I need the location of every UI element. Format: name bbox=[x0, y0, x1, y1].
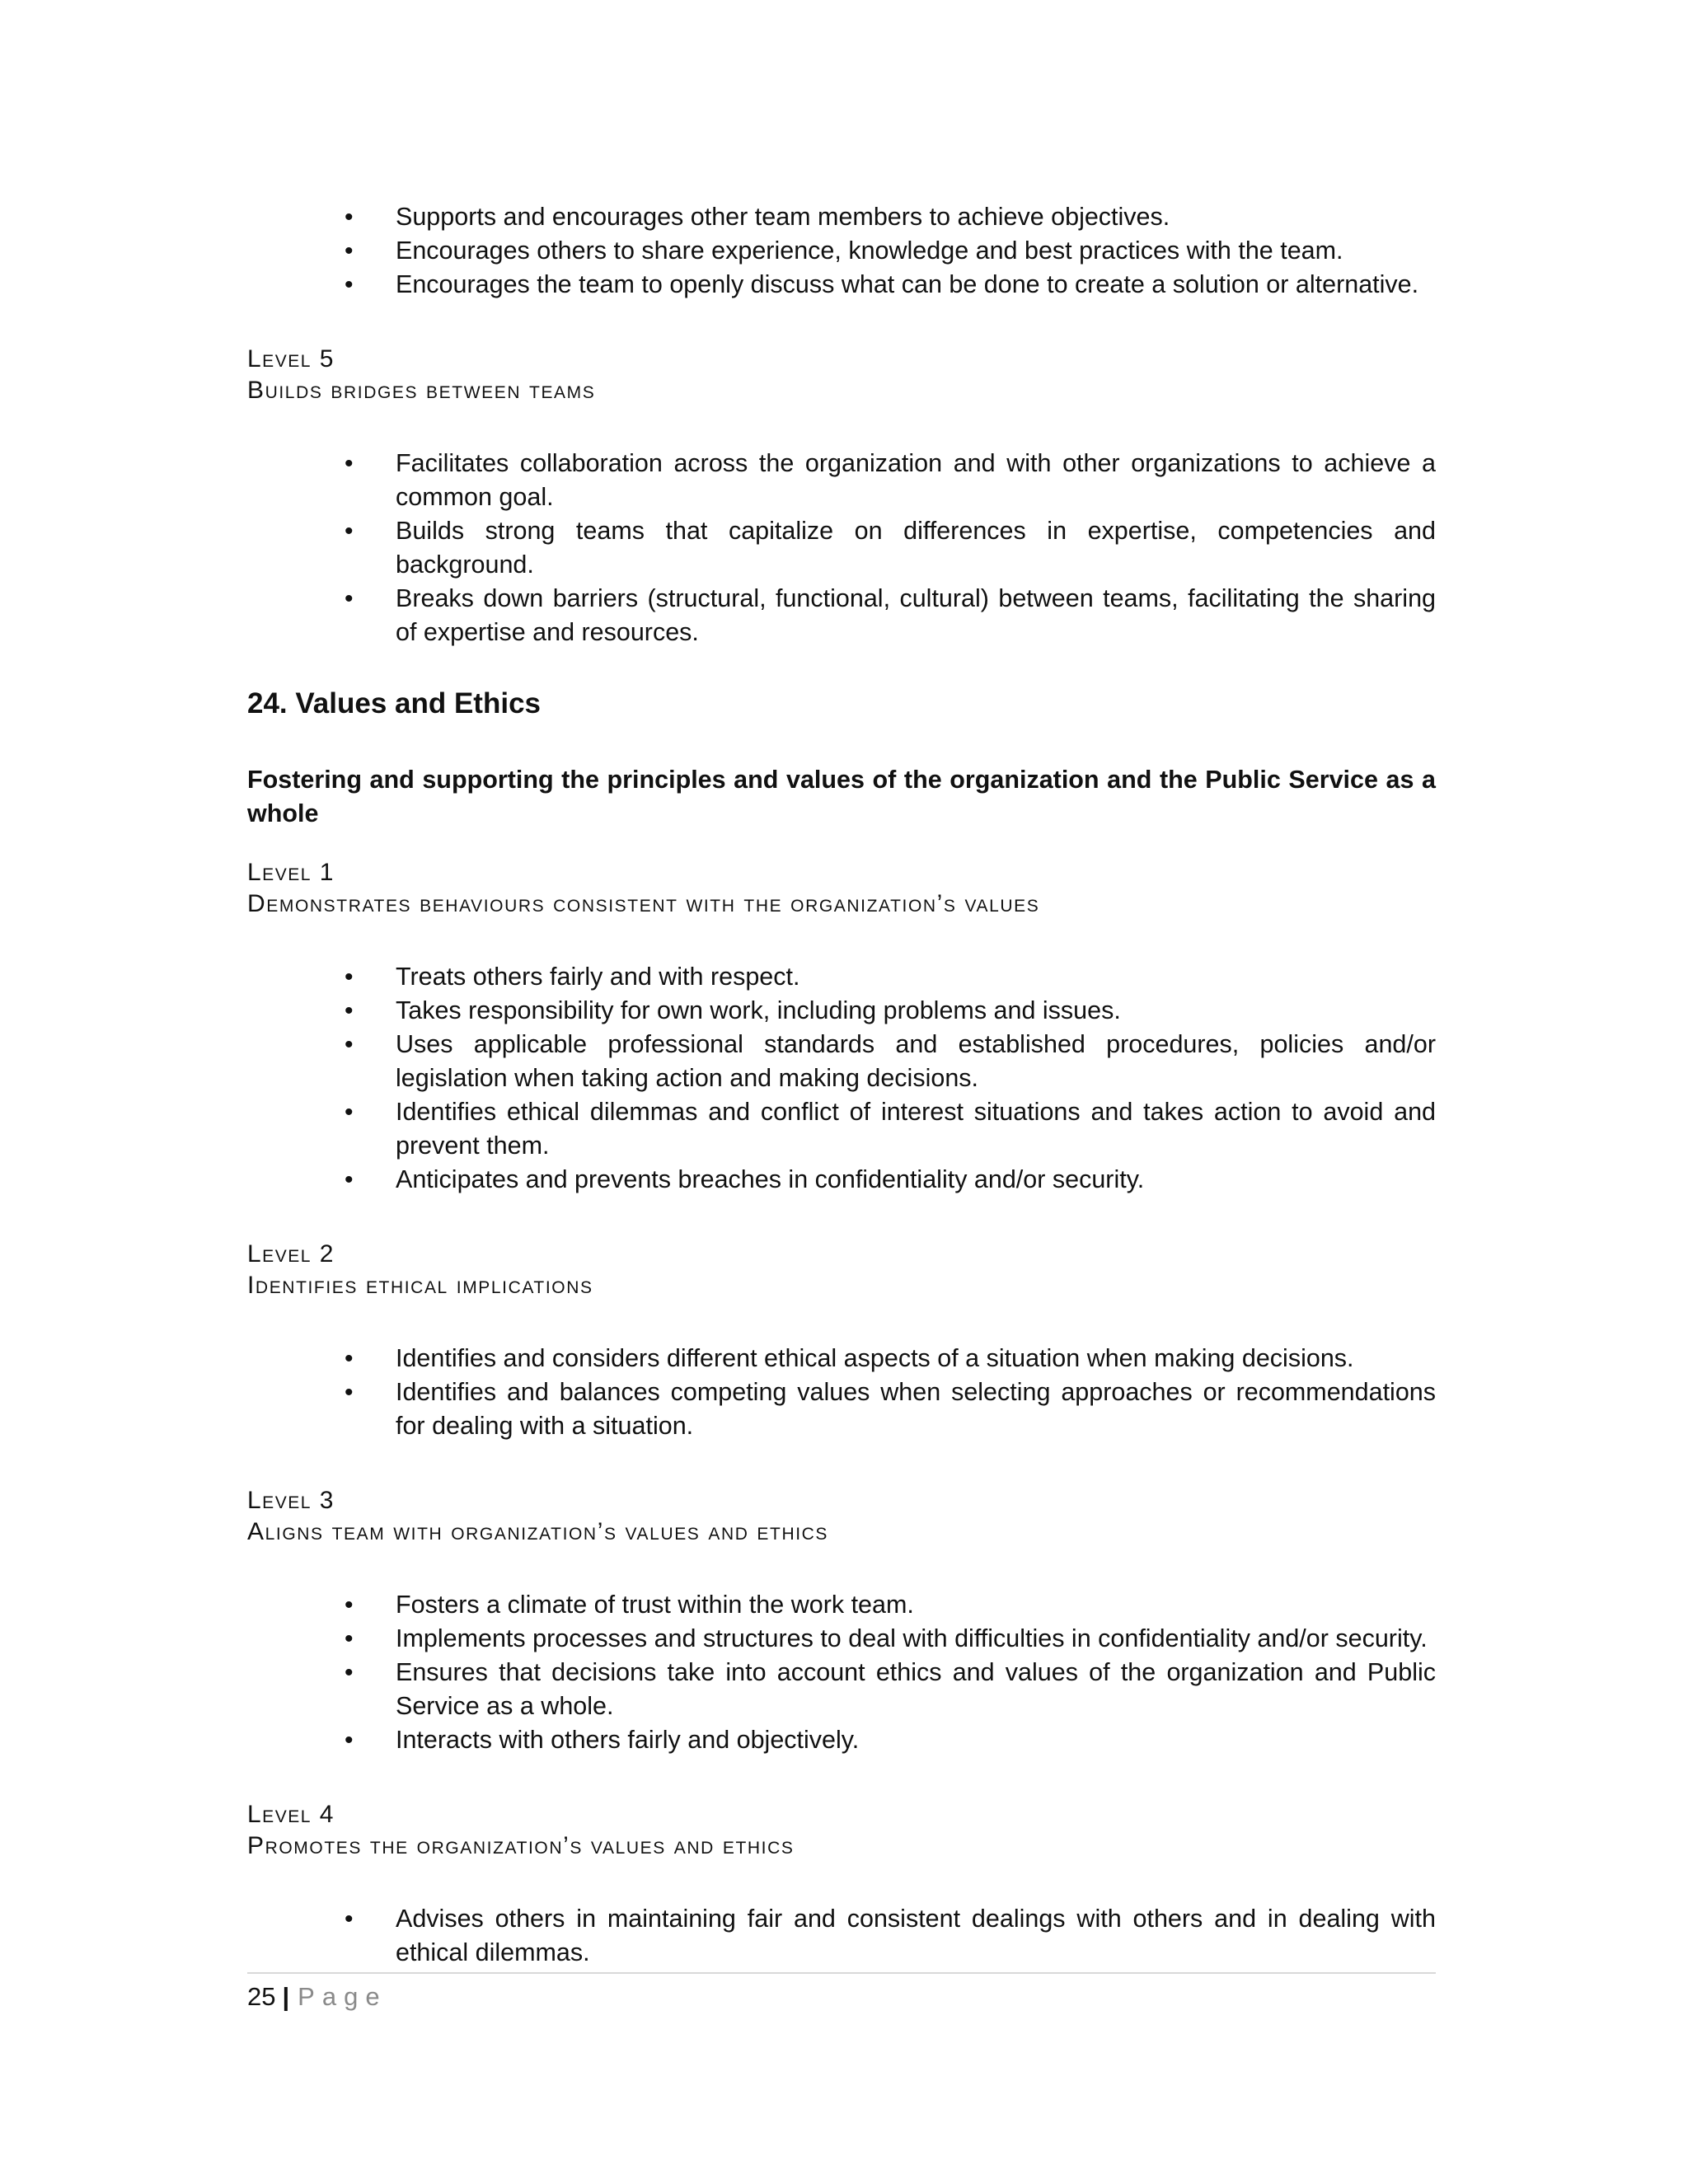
list-item: • Fosters a climate of trust within the work team. bbox=[396, 1588, 1436, 1622]
level-1-block bbox=[247, 856, 1436, 1197]
list-item: • Facilitates collaboration across the organization and with other organizations to achieve a common goal. bbox=[396, 447, 1436, 514]
level-3-block bbox=[247, 1484, 1436, 1757]
level-title: Level 1 bbox=[247, 859, 335, 886]
level-4-block bbox=[247, 1798, 1436, 1970]
page-footer bbox=[247, 1972, 1436, 2013]
level-bullet-list bbox=[247, 960, 1436, 1197]
list-item: • Treats others fairly and with respect. bbox=[396, 960, 1436, 994]
intro-bullet-list bbox=[247, 200, 1436, 302]
level-5-block bbox=[247, 343, 1436, 649]
list-item: • Implements processes and structures to deal with difficulties in confidentiality and/or security. bbox=[396, 1622, 1436, 1656]
list-item: • Encourages others to share experience, knowledge and best practices with the team. bbox=[396, 234, 1436, 268]
level-subtitle: Promotes the organization’s values and ethics bbox=[247, 1832, 795, 1859]
level-subtitle: Builds bridges between teams bbox=[247, 377, 596, 404]
list-item: • Encourages the team to openly discuss what can be done to create a solution or alternative. bbox=[396, 268, 1436, 302]
section-heading: 24. Values and Ethics bbox=[247, 687, 541, 719]
list-item: • Advises others in maintaining fair and consistent dealings with others and in dealing with ethical dilemmas. bbox=[396, 1902, 1436, 1970]
section-summary: Fostering and supporting the principles and values of the organization and the Public Service as a whole bbox=[247, 766, 1436, 827]
list-item: • Identifies ethical dilemmas and conflict of interest situations and takes action to avoid and prevent them. bbox=[396, 1095, 1436, 1163]
list-item: • Uses applicable professional standards and established procedures, policies and/or legislation when taking action and making decisions. bbox=[396, 1028, 1436, 1095]
level-bullet-list bbox=[247, 447, 1436, 649]
level-subtitle: Aligns team with organization’s values and ethics bbox=[247, 1518, 829, 1545]
list-item: • Supports and encourages other team members to achieve objectives. bbox=[396, 200, 1436, 234]
level-title: Level 4 bbox=[247, 1801, 335, 1828]
list-item: • Breaks down barriers (structural, functional, cultural) between teams, facilitating the sharing of expertise and resources. bbox=[396, 582, 1436, 649]
page-content bbox=[247, 200, 1436, 1970]
level-subtitle: Demonstrates behaviours consistent with the organization’s values bbox=[247, 890, 1040, 917]
level-2-block bbox=[247, 1238, 1436, 1443]
list-item: • Anticipates and prevents breaches in confidentiality and/or security. bbox=[396, 1163, 1436, 1197]
list-item: • Identifies and balances competing values when selecting approaches or recommendations for dealing with a situation. bbox=[396, 1376, 1436, 1443]
list-item: • Identifies and considers different ethical aspects of a situation when making decisions. bbox=[396, 1342, 1436, 1376]
list-item: • Takes responsibility for own work, including problems and issues. bbox=[396, 994, 1436, 1028]
list-item: • Builds strong teams that capitalize on differences in expertise, competencies and background. bbox=[396, 514, 1436, 582]
footer-separator: | bbox=[282, 1982, 290, 2011]
level-title: Level 2 bbox=[247, 1240, 335, 1268]
level-title: Level 5 bbox=[247, 345, 335, 373]
list-item: • Ensures that decisions take into account ethics and values of the organization and Public Service as a whole. bbox=[396, 1656, 1436, 1723]
page-number: 25 bbox=[247, 1982, 276, 2011]
level-title: Level 3 bbox=[247, 1487, 335, 1514]
level-bullet-list bbox=[247, 1902, 1436, 1970]
level-bullet-list bbox=[247, 1588, 1436, 1757]
list-item: • Interacts with others fairly and objectively. bbox=[396, 1723, 1436, 1757]
page-label: Page bbox=[298, 1982, 387, 2011]
level-bullet-list bbox=[247, 1342, 1436, 1443]
level-subtitle: Identifies ethical implications bbox=[247, 1272, 593, 1299]
